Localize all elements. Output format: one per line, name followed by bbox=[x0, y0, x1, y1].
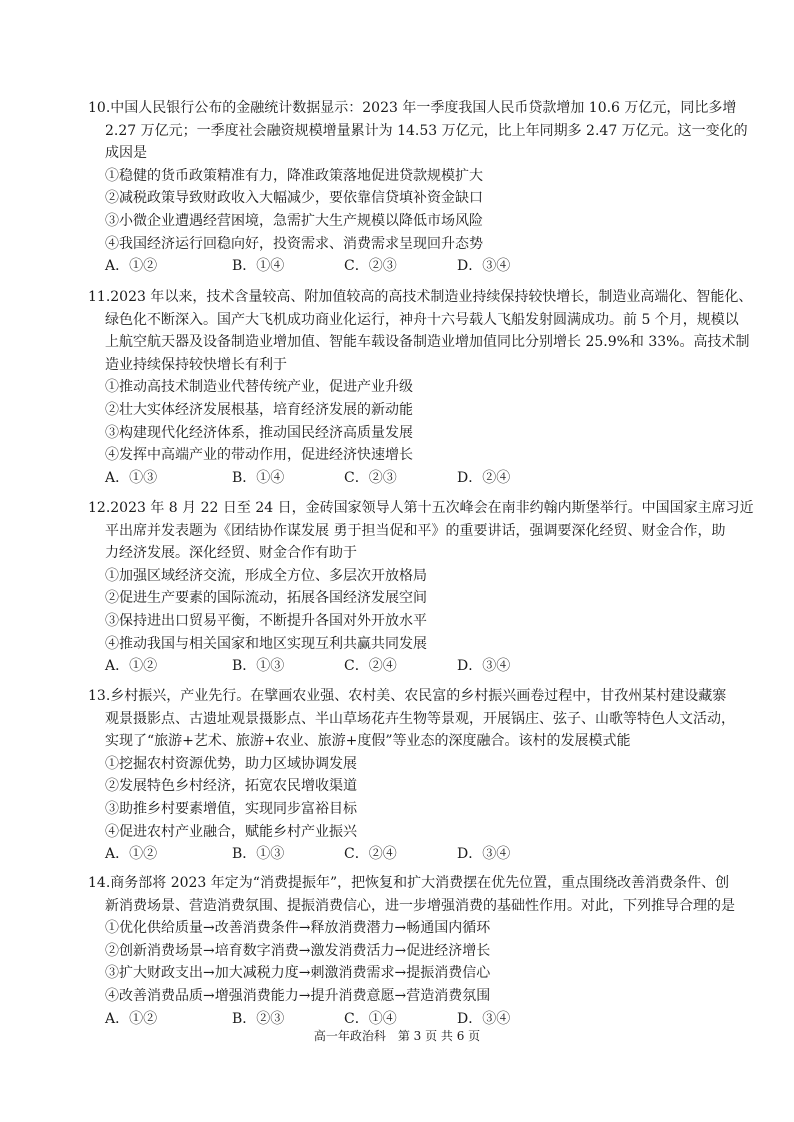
choice-statement: ④我国经济运行回稳向好，投资需求、消费需求呈现回升态势 bbox=[105, 235, 483, 252]
question-stem-line: 11.2023 年以来，技术含量较高、附加值较高的高技术制造业持续保持较快增长，制造业高端化、智能化、 bbox=[88, 289, 753, 305]
answer-option-a[interactable]: A．①③ bbox=[105, 469, 158, 486]
choice-statement: ④促进农村产业融合，赋能乡村产业振兴 bbox=[105, 823, 357, 840]
choice-statement: ②创新消费场景→培育数字消费→激发消费活力→促进经济增长 bbox=[105, 942, 491, 959]
question-stem-line: 14.商务部将 2023 年定为“消费提振年”，把恢复和扩大消费摆在优先位置，重点围绕改善消费条件、创 bbox=[88, 875, 730, 891]
choice-statement: ②减税政策导致财政收入大幅减少，要依靠信贷填补资金缺口 bbox=[105, 190, 483, 207]
answer-option-d[interactable]: D．③④ bbox=[457, 846, 511, 863]
choice-statement: ①稳健的货币政策精准有力，降准政策落地促进贷款规模扩大 bbox=[105, 167, 483, 184]
answer-option-d[interactable]: D．③④ bbox=[457, 258, 511, 275]
choice-statement: ③构建现代化经济体系，推动国民经济高质量发展 bbox=[105, 424, 413, 441]
choice-statement: ②促进生产要素的国际流动，拓展各国经济发展空间 bbox=[105, 590, 427, 607]
choice-statement: ②壮大实体经济发展根基，培育经济发展的新动能 bbox=[105, 402, 413, 418]
question-stem-line: 实现了“旅游+艺术、旅游+农业、旅游+度假”等业态的深度融合。该村的发展模式能 bbox=[105, 733, 631, 750]
question-stem-line: 观景摄影点、古遗址观景摄影点、半山草场花卉生物等景观，开展锅庄、弦子、山歌等特色人文活动， bbox=[105, 710, 735, 727]
answer-option-d[interactable]: D．③④ bbox=[457, 658, 511, 675]
answer-option-b[interactable]: B．①③ bbox=[232, 846, 285, 863]
choice-statement: ③保持进出口贸易平衡，不断提升各国对外开放水平 bbox=[105, 613, 427, 629]
answer-option-d[interactable]: D．②④ bbox=[457, 469, 511, 486]
question-stem-line: 12.2023 年 8 月 22 日至 24 日，金砖国家领导人第十五次峰会在南非约翰内斯堡举行。中国国家主席习近 bbox=[88, 500, 754, 516]
answer-option-c[interactable]: C．②④ bbox=[344, 658, 397, 675]
answer-option-c[interactable]: C．②③ bbox=[344, 258, 397, 275]
answer-option-a[interactable]: A．①② bbox=[105, 846, 158, 863]
question-stem-line: 平出席并发表题为《团结协作谋发展 勇于担当促和平》的重要讲话，强调要深化经贸、财金合作，助 bbox=[105, 522, 726, 539]
question-14 bbox=[88, 873, 735, 1031]
question-stem-line: 新消费场景、营造消费氛围、提振消费信心，进一步增强消费的基础性作用。对此，下列推导合理的是 bbox=[105, 897, 735, 914]
choice-statement: ①加强区域经济交流，形成全方位、多层次开放格局 bbox=[105, 567, 427, 584]
question-11 bbox=[88, 287, 753, 490]
answer-option-a[interactable]: A．①② bbox=[105, 1010, 158, 1027]
choice-statement: ①优化供给质量→改善消费条件→释放消费潜力→畅通国内循环 bbox=[105, 920, 491, 937]
question-stem-line: 力经济发展。深化经贸、财金合作有助于 bbox=[105, 545, 357, 562]
answer-option-c[interactable]: C．②③ bbox=[344, 469, 397, 486]
question-stem-line: 10.中国人民银行公布的金融统计数据显示：2023 年一季度我国人民币贷款增加 10.6 万亿元，同比多增 bbox=[88, 100, 737, 116]
answer-option-b[interactable]: B．②③ bbox=[232, 1010, 285, 1027]
answer-option-c[interactable]: C．①④ bbox=[344, 1010, 397, 1027]
question-stem-line: 成因是 bbox=[105, 145, 147, 162]
choice-statement: ②发展特色乡村经济，拓宽农民增收渠道 bbox=[105, 778, 357, 795]
question-12 bbox=[88, 498, 754, 679]
question-stem-line: 造业持续保持较快增长有利于 bbox=[105, 356, 287, 373]
question-stem-line: 13.乡村振兴，产业先行。在擘画农业强、农村美、农民富的乡村振兴画卷过程中，甘孜州某村建设藏寨 bbox=[88, 688, 727, 704]
question-stem-line: 绿色化不断深入。国产大飞机成功商业化运行，神舟十六号载人飞船发射圆满成功。前 5 个月，规模以 bbox=[105, 311, 739, 328]
choice-statement: ③扩大财政支出→加大减税力度→刺激消费需求→提振消费信心 bbox=[105, 965, 491, 982]
answer-option-a[interactable]: A．①② bbox=[105, 658, 158, 675]
answer-option-b[interactable]: B．①③ bbox=[232, 658, 285, 675]
choice-statement: ④改善消费品质→增强消费能力→提升消费意愿→营造消费氛围 bbox=[105, 988, 491, 1004]
choice-statement: ③小微企业遭遇经营困境，急需扩大生产规模以降低市场风险 bbox=[105, 213, 483, 229]
answer-option-b[interactable]: B．①④ bbox=[232, 258, 285, 275]
answer-option-d[interactable]: D．③④ bbox=[457, 1010, 511, 1027]
answer-option-c[interactable]: C．②④ bbox=[344, 846, 397, 863]
question-stem-line: 2.27 万亿元；一季度社会融资规模增量累计为 14.53 万亿元，比上年同期多 2.47 万亿元。这一变化的 bbox=[105, 122, 748, 139]
answer-option-b[interactable]: B．①④ bbox=[232, 469, 285, 486]
question-stem-line: 上航空航天器及设备制造业增加值、智能车载设备制造业增加值同比分别增长 25.9%和 33%。高技术制 bbox=[105, 334, 750, 351]
answer-option-a[interactable]: A．①② bbox=[105, 258, 158, 275]
choice-statement: ③助推乡村要素增值，实现同步富裕目标 bbox=[105, 801, 357, 817]
choice-statement: ④发挥中高端产业的带动作用，促进经济快速增长 bbox=[105, 447, 413, 464]
page-footer: 高一年政治科 第 3 页 共 6 页 bbox=[313, 1029, 481, 1043]
choice-statement: ④推动我国与相关国家和地区实现互利共赢共同发展 bbox=[105, 635, 427, 652]
choice-statement: ①挖掘农村资源优势，助力区域协调发展 bbox=[105, 755, 357, 772]
question-10 bbox=[88, 98, 748, 279]
question-13 bbox=[88, 686, 735, 867]
choice-statement: ①推动高技术制造业代替传统产业，促进产业升级 bbox=[105, 379, 413, 396]
